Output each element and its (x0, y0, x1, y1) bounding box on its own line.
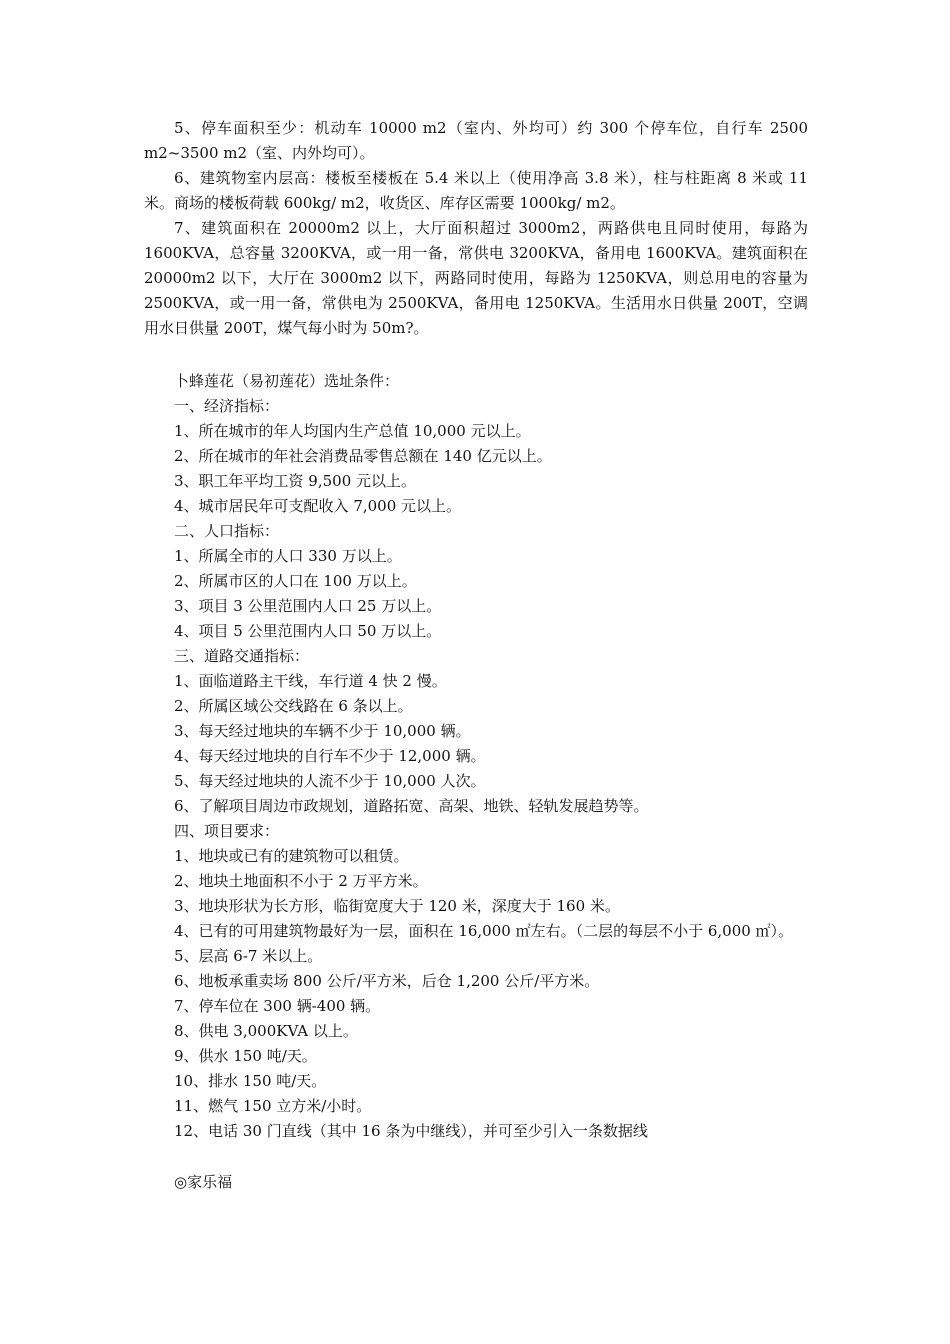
parking-requirement-paragraph: 5、停车面积至少：机动车 10000 m2（室内、外均可）约 300 个停车位，自行车 2500 m2~3500 m2（室、内外均可）。 (144, 119, 808, 162)
list-item: 2、所属市区的人口在 100 万以上。 (174, 572, 417, 590)
list-item: 1、所在城市的年人均国内生产总值 10,000 元以上。 (174, 422, 531, 440)
list-item: 4、项目 5 公里范围内人口 50 万以上。 (174, 622, 442, 640)
traffic-heading: 三、道路交通指标： (174, 647, 310, 665)
list-item: 1、地块或已有的建筑物可以租赁。 (174, 847, 409, 865)
list-item: 7、停车位在 300 辆-400 辆。 (174, 997, 381, 1015)
list-item: 4、城市居民年可支配收入 7,000 元以上。 (174, 497, 462, 515)
list-item: 8、供电 3,000KVA 以上。 (174, 1022, 358, 1040)
list-item: 6、地板承重卖场 800 公斤/平方米，后仓 1,200 公斤/平方米。 (174, 972, 600, 990)
list-item: 5、每天经过地块的人流不少于 10,000 人次。 (174, 772, 486, 790)
list-item: 10、排水 150 吨/天。 (174, 1072, 327, 1090)
carrefour-heading: ◎家乐福 (174, 1173, 233, 1191)
list-item: 3、项目 3 公里范围内人口 25 万以上。 (174, 597, 442, 615)
list-item-wrapped: 4、已有的可用建筑物最好为一层，面积在 16,000 ㎡左右。（二层的每层不小于 6,000 ㎡）。 (174, 922, 794, 940)
list-item: 3、每天经过地块的车辆不少于 10,000 辆。 (174, 722, 471, 740)
list-item: 2、所属区域公交线路在 6 条以上。 (174, 697, 413, 715)
site-selection-title: 卜蜂莲花（易初莲花）选址条件： (174, 372, 400, 390)
document-body (144, 116, 808, 1195)
section-spacer (144, 1144, 808, 1170)
list-item: 11、燃气 150 立方米/小时。 (174, 1097, 372, 1115)
list-item: 2、所在城市的年社会消费品零售总额在 140 亿元以上。 (174, 447, 552, 465)
list-item: 3、地块形状为长方形，临街宽度大于 120 米，深度大于 160 米。 (174, 897, 620, 915)
list-item: 12、电话 30 门直线（其中 16 条为中继线），并可至少引入一条数据线 (174, 1122, 648, 1140)
list-item: 9、供水 150 吨/天。 (174, 1047, 317, 1065)
population-heading: 二、人口指标： (174, 522, 280, 540)
list-item: 5、层高 6-7 米以上。 (174, 947, 323, 965)
list-item: 1、所属全市的人口 330 万以上。 (174, 547, 402, 565)
floor-height-paragraph: 6、建筑物室内层高：楼板至楼板在 5.4 米以上（使用净高 3.8 米），柱与柱距离 8 米或 11 米。商场的楼板荷载 600kg/ m2，收货区、库存区需要 1000kg/ m2。 (144, 169, 808, 212)
list-item: 1、面临道路主干线，车行道 4 快 2 慢。 (174, 672, 447, 690)
economic-heading: 一、经济指标： (174, 397, 280, 415)
list-item: 4、每天经过地块的自行车不少于 12,000 辆。 (174, 747, 486, 765)
list-item: 3、职工年平均工资 9,500 元以上。 (174, 472, 417, 490)
project-heading: 四、项目要求： (174, 822, 280, 840)
list-item: 6、了解项目周边市政规划，道路拓宽、高架、地铁、轻轨发展趋势等。 (174, 797, 649, 815)
section-spacer (144, 341, 808, 369)
list-item: 2、地块土地面积不小于 2 万平方米。 (174, 872, 428, 890)
power-water-paragraph: 7、建筑面积在 20000m2 以上，大厅面积超过 3000m2，两路供电且同时使用，每路为 1600KVA，总容量 3200KVA，或一用一备，常供电 3200KVA，备用电 1600KVA。建筑面积在 20000m2 以下，大厅在 3000m2 以下，两路同时使用，每路为 1250KVA，则总用电的容量为 2500KVA，或一用一备，常供电为 2500KVA，备用电 1250KVA。生活用水日供量 200T，空调用水日供量 200T，煤气每小时为 50m?。 (144, 219, 808, 337)
